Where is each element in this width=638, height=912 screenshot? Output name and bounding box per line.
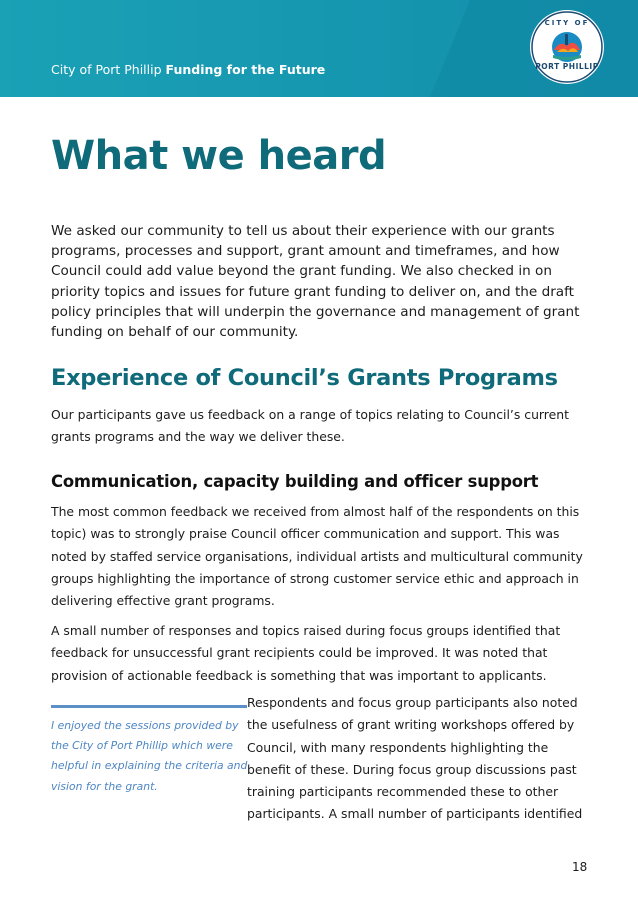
city-logo bbox=[530, 10, 604, 84]
header-org: City of Port Phillip bbox=[51, 62, 162, 77]
logo-top-text: CITY OF bbox=[544, 19, 590, 27]
subsection-paragraph-3: Respondents and focus group participants also noted the usefulness of grant writing workshops offered by Council, with many respondents highlighting the benefit of these. During focus group discussions past training participants recommended these to other participants. A small number of participants identified bbox=[247, 695, 583, 822]
pull-quote: I enjoyed the sessions provided by the City of Port Phillip which were helpful in explaining the criteria and vision for the grant. bbox=[51, 719, 248, 793]
subsection-heading: Communication, capacity building and officer support bbox=[51, 472, 539, 491]
page-title: What we heard bbox=[51, 133, 387, 179]
subsection-paragraph-1: The most common feedback we received from almost half of the respondents on this topic) was to strongly praise Council officer communication and support. This was noted by staffed service organisations, individual artists and multicultural community groups highlighting the importance of strong customer service ethic and approach in delivering effective grant programs. bbox=[51, 504, 583, 609]
header-doc-title: Funding for the Future bbox=[165, 62, 326, 77]
subsection-paragraph-2: A small number of responses and topics raised during focus groups identified that feedback for unsuccessful grant recipients could be improved. It was noted that provision of actionable feedback is something that was important to applicants. bbox=[51, 623, 561, 683]
page-number: 18 bbox=[572, 860, 588, 874]
logo-bottom-text: PORT PHILLIP bbox=[535, 62, 599, 71]
intro-paragraph: We asked our community to tell us about their experience with our grants programs, processes and support, grant amount and timeframes, and how Council could add value beyond the grant funding. We also checked in on priority topics and issues for future grant funding to deliver on, and the draft policy principles that will underpin the governance and management of grant funding on behalf of our community. bbox=[51, 223, 580, 341]
section-heading: Experience of Council’s Grants Programs bbox=[51, 365, 558, 391]
section-lead: Our participants gave us feedback on a range of topics relating to Council’s current grants programs and the way we deliver these. bbox=[51, 407, 569, 445]
header-title bbox=[51, 62, 325, 77]
quote-divider bbox=[51, 705, 247, 708]
page-header bbox=[0, 0, 638, 97]
